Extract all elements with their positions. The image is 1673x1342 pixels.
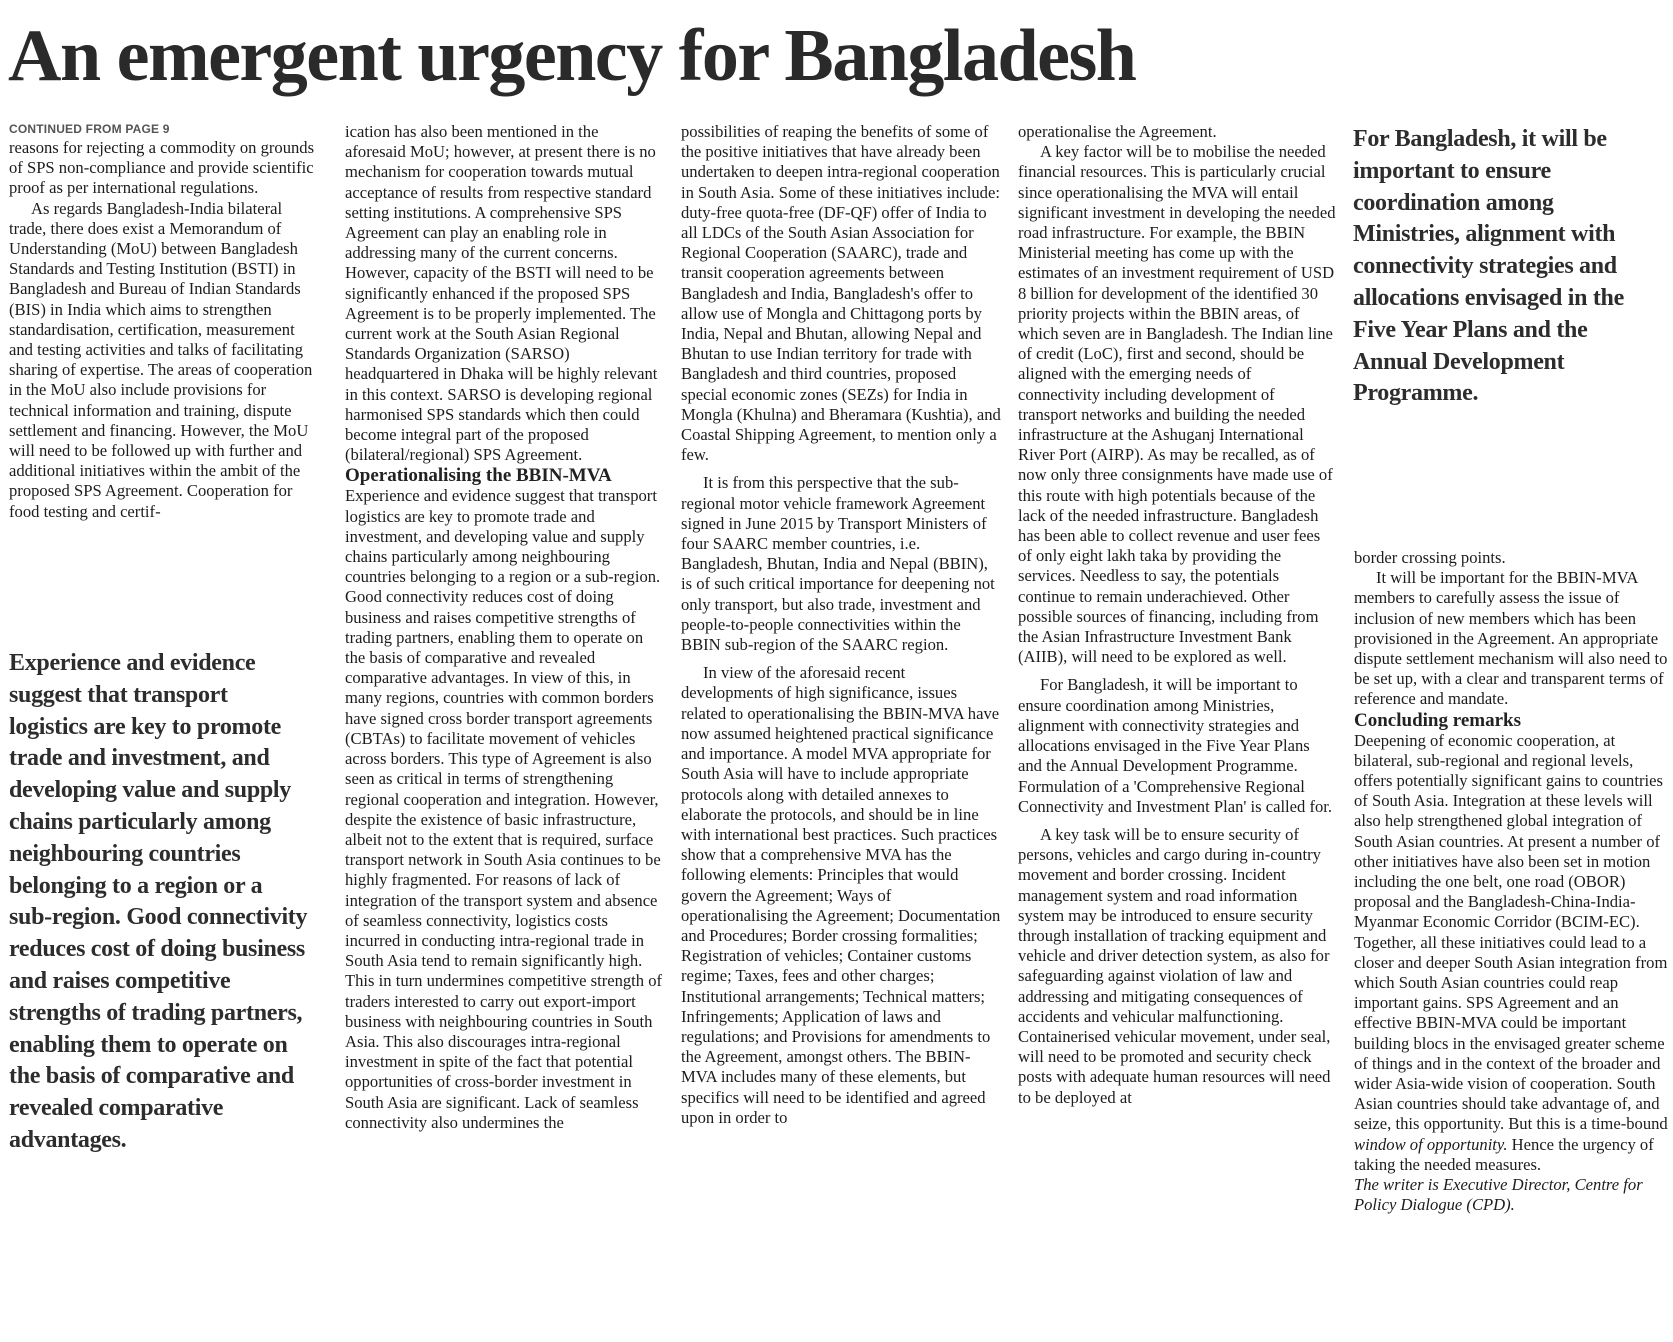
pull-quote-right: For Bangladesh, it will be important to ensure coordination among Ministries, alignment with connectivity strategies and allocations envisaged in the Five Year Plans and the Annual Development Programme. <box>1353 126 1624 407</box>
paragraph: It is from this perspective that the sub-regional motor vehicle framework Agreement signed in June 2015 by Transport Ministers of four SAARC member countries, i.e. Bangladesh, Bhutan, India and Nepal (BBIN), is of such critical importance for deepening not only transport, but also trade, investment and people-to-people connectivities within the BBIN sub-region of the SAARC region. <box>681 473 995 655</box>
section-heading: Concluding remarks <box>1354 709 1521 731</box>
paragraph: Experience and evidence suggest that transport logistics are key to promote trade and investment, and developing value and supply chains particularly among neighbouring countries belonging to a region or a sub-region. Good connectivity reduces cost of doing business and raises competitive strengths of trading partners, enabling them to operate on the basis of comparative and revealed comparative advantages. In view of this, in many regions, countries with common borders have signed cross border transport agreements (CBTAs) to facilitate movement of vehicles across borders. This type of Agreement is also seen as critical in terms of strengthening regional cooperation and integration. However, despite the existence of basic infrastructure, albeit not to the extent that is required, surface transport network in South Asia continues to be highly fragmented. For reasons of lack of integration of the transport system and absence of seamless connectivity, logistics costs incurred in conducting intra-regional trade in South Asia tend to remain significantly high. This in turn undermines competitive strength of traders interested to carry out export-import business with neighbouring countries in South Asia. This also discourages intra-regional investment in spite of the fact that potential opportunities of cross-border investment in South Asia are significant. Lack of seamless connectivity also undermines the <box>345 486 663 1132</box>
paragraph: As regards Bangladesh-India bilateral trade, there does exist a Memorandum of Understanding (MoU) between Bangladesh Standards and Testing Institution (BSTI) in Bangladesh and Bureau of Indian Standards (BIS) in India which aims to strengthen standardisation, certification, measurement and testing activities and talks of facilitating sharing of expertise. The areas of cooperation in the MoU also include provisions for technical information and training, dispute settlement and financing. However, the MoU will need to be followed up with further and additional initiatives within the ambit of the proposed SPS Agreement. Cooperation for food testing and certif- <box>9 198 313 521</box>
author-byline: The writer is Executive Director, Centre for Policy Dialogue (CPD). <box>1354 1175 1643 1215</box>
column-3 <box>681 122 1001 1342</box>
paragraph: border crossing points. <box>1354 548 1506 567</box>
pull-quote-left: Experience and evidence suggest that transport logistics are key to promote trade and investment, and developing value and supply chains particularly among neighbouring countries belonging to a region or a sub-region. Good connectivity reduces cost of doing business and raises competitive strengths of trading partners, enabling them to operate on the basis of comparative and revealed comparative advantages. <box>9 650 308 1153</box>
paragraph-text: Hence the urgency of taking the needed measures. <box>1354 1134 1654 1174</box>
column-2 <box>345 122 663 1342</box>
paragraph: A key factor will be to mobilise the needed financial resources. This is particularly crucial since operationalising the MVA will entail significant investment in developing the needed road infrastructure. For example, the BBIN Ministerial meeting has come up with the estimates of an investment requirement of USD 8 billion for development of the identified 30 priority projects within the BBIN areas, of which seven are in Bangladesh. The Indian line of credit (LoC), first and second, should be aligned with the emerging needs of connectivity including development of transport networks and building the needed infrastructure at the Ashuganj International River Port (AIRP). As may be recalled, as of now only three consignments have made use of this route with high potentials because of the lack of the needed infrastructure. Bangladesh has been able to collect revenue and user fees of only eight lakh taka by providing the services. Needless to say, the potentials continue to remain underachieved. Other possible sources of financing, including from the Asian Infrastructure Investment Bank (AIIB), will need to be explored as well. <box>1018 142 1336 667</box>
paragraph <box>1354 731 1672 1175</box>
paragraph: For Bangladesh, it will be important to ensure coordination among Ministries, alignment with connectivity strategies and allocations envisaged in the Five Year Plans and the Annual Development Programme. Formulation of a 'Comprehensive Regional Connectivity and Investment Plan' is called for. <box>1018 675 1333 816</box>
paragraph: operationalise the Agreement. <box>1018 122 1217 141</box>
column-5 <box>1354 548 1672 1342</box>
paragraph-text: Deepening of economic cooperation, at bilateral, sub-regional and regional levels, offers potentially significant gains to countries of South Asia. Integration at these levels will also help strengthened global integration of South Asian countries. At present a number of other initiatives have also been set in motion including the one belt, one road (OBOR) proposal and the Bangladesh-China-India-Myanmar Economic Corridor (BCIM-EC). Together, all these initiatives could lead to a closer and deeper South Asian integration from which South Asian countries could reap important gains. SPS Agreement and an effective BBIN-MVA could be important building blocs in the envisaged greater scheme of things and in the context of the broader and wider Asia-wide vision of cooperation. South Asian countries should take advantage of, and seize, this opportunity. But this is a time-bound <box>1354 730 1668 1134</box>
section-heading: Operationalising the BBIN-MVA <box>345 465 612 487</box>
headline: An emergent urgency for Bangladesh <box>8 15 1136 97</box>
paragraph: It will be important for the BBIN-MVA members to carefully assess the issue of inclusion of new members which has been provisioned in the Agreement. An appropriate dispute settlement mechanism will also need to be set up, with a clear and transparent terms of reference and mandate. <box>1354 568 1668 709</box>
column-1 <box>9 122 319 522</box>
paragraph: reasons for rejecting a commodity on grounds of SPS non-compliance and provide scientific proof as per international regulations. <box>9 138 315 198</box>
paragraph: possibilities of reaping the benefits of some of the positive initiatives that have already been undertaken to deepen intra-regional cooperation in South Asia. Some of these initiatives include: duty-free quota-free (DF-QF) offer of India to all LDCs of the South Asian Association for Regional Cooperation (SAARC), trade and transit cooperation agreements between Bangladesh and India, Bangladesh's offer to allow use of Mongla and Chittagong ports by India, Nepal and Bhutan, allowing Nepal and Bhutan to use Indian territory for trade with Bangladesh and third countries, proposed special economic zones (SEZs) for India in Mongla (Khulna) and Bheramara (Kushtia), and Coastal Shipping Agreement, to mention only a few. <box>681 122 1001 465</box>
paragraph: ication has also been mentioned in the aforesaid MoU; however, at present there is no mechanism for cooperation towards mutual acceptance of results from respective standard setting institutions. A comprehensive SPS Agreement can play an enabling role in addressing many of the current concerns. However, capacity of the BSTI will need to be significantly enhanced if the proposed SPS Agreement is to be properly implemented. The current work at the South Asian Regional Standards Organization (SARSO) headquartered in Dhaka will be highly relevant in this context. SARSO is developing regional harmonised SPS standards which then could become integral part of the proposed (bilateral/regional) SPS Agreement. <box>345 122 658 465</box>
continued-from-label: CONTINUED FROM PAGE 9 <box>9 122 170 136</box>
column-4 <box>1018 122 1336 1342</box>
paragraph: A key task will be to ensure security of persons, vehicles and cargo during in-country movement and border crossing. Incident management system and road information system may be introduced to ensure security through installation of tracking equipment and vehicle and driver detection system, as also for safeguarding against violation of law and addressing and mitigating consequences of accidents and vehicular malfunctioning. Containerised vehicular movement, under seal, will need to be promoted and security check posts with adequate human resources will need to be deployed at <box>1018 824 1331 1107</box>
italic-phrase: window of opportunity. <box>1354 1134 1508 1154</box>
paragraph: In view of the aforesaid recent developments of high significance, issues related to operationalising the BBIN-MVA have now assumed heightened practical significance and importance. A model MVA appropriate for South Asia will have to include appropriate protocols along with detailed annexes to elaborate the protocols, and should be in line with international best practices. Such practices show that a comprehensive MVA has the following elements: Principles that would govern the Agreement; Ways of operationalising the Agreement; Documentation and Procedures; Border crossing formalities; Registration of vehicles; Container customs regime; Taxes, fees and other charges; Institutional arrangements; Technical matters; Infringements; Application of laws and regulations; and Provisions for amendments to the Agreement, amongst others. The BBIN-MVA includes many of these elements, but specifics will need to be identified and agreed upon in order to <box>681 663 1001 1127</box>
